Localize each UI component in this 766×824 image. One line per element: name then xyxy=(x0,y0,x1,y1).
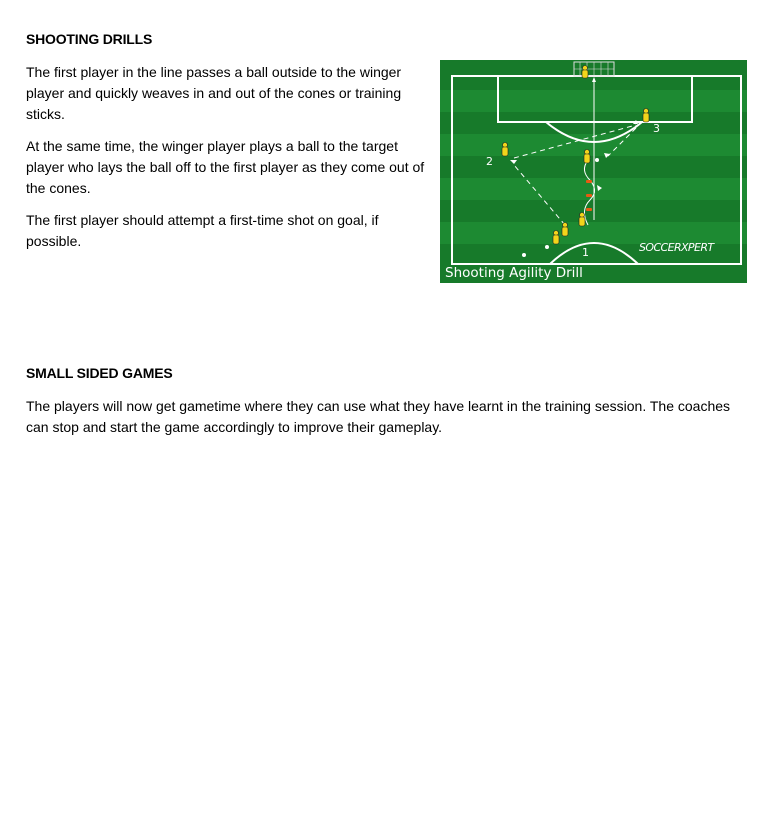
player-label-2: 2 xyxy=(486,155,493,168)
shooting-paragraph-3: The first player should attempt a first-time shot on goal, if possible. xyxy=(26,212,379,249)
figure-caption: Shooting Agility Drill xyxy=(445,265,583,281)
section-heading-shooting-drills: SHOOTING DRILLS xyxy=(26,31,153,47)
shooting-paragraph-1: The first player in the line passes a ball outside to the winger player and quickly weaves in and out of the cones or training sticks. xyxy=(26,64,402,122)
player-label-1: 1 xyxy=(582,246,589,259)
shooting-agility-drill-diagram xyxy=(440,60,747,283)
player-label-3: 3 xyxy=(653,122,660,135)
section-heading-small-sided-games: SMALL SIDED GAMES xyxy=(26,365,173,381)
shooting-paragraph-2: At the same time, the winger player plays a ball to the target player who lays the ball off to the first player as they come out of the cones. xyxy=(26,138,425,196)
brand-logo-text: SOCCERXPERT xyxy=(639,241,714,254)
small-sided-paragraph: The players will now get gametime where they can use what they have learnt in the training session. The coaches can stop and start the game accordingly to improve their gameplay. xyxy=(26,398,731,435)
